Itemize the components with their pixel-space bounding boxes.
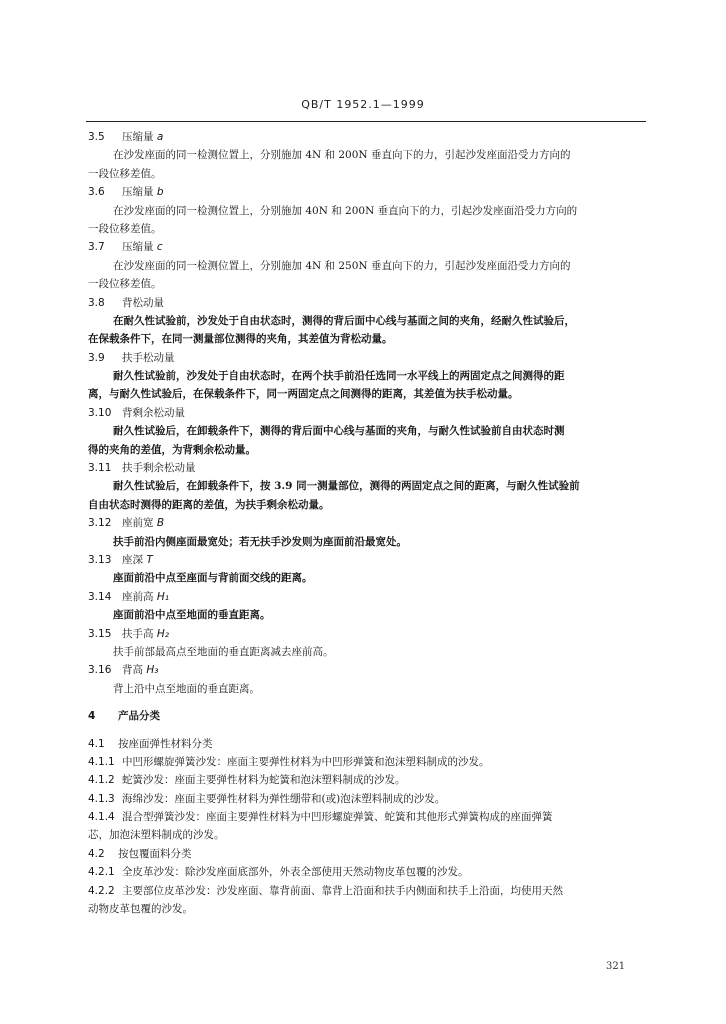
section-heading-3-15: 3.15 扶手高 H₂ [88,627,169,640]
paragraph-line: 得的夹角的差值，为背剩余松动量。 [88,443,256,456]
paragraph-line: 在沙发座面的同一检测位置上，分别施加 4N 和 200N 垂直向下的力，引起沙发座面沿受力方向的 [113,149,571,162]
paragraph-line: 在耐久性试验前，沙发处于自由状态时，测得的背后面中心线与基面之间的夹角，经耐久性试验后， [113,314,575,327]
clause-4-1-3: 4.1.3 海绵沙发：座面主要弹性材料为弹性绷带和(或)泡沫塑料制成的沙发。 [88,792,446,805]
section-gap [88,726,646,735]
section-heading-3-16: 3.16 背高 H₃ [88,664,159,677]
header-rule [86,121,646,122]
document-body [88,128,646,918]
section-heading-3-5: 3.5 压缩量 a [88,131,164,143]
section-heading-3-14: 3.14 座前高 H₁ [88,590,169,603]
paragraph-line: 耐久性试验后，在卸载条件下，按 3.9 同一测量部位，测得的两固定点之间的距离，与耐久性试验前 [113,480,580,493]
clause-4-2-2: 4.2.2 主要部位皮革沙发：沙发座面、靠背前面、靠背上沿面和扶手内侧面和扶手上沿面，均使用天然 [88,884,563,897]
paragraph-line: 座面前沿中点至座面与背前面交线的距离。 [113,572,313,585]
section-heading-3-12: 3.12 座前宽 B [88,517,165,530]
section-gap [88,698,646,707]
paragraph-line: 芯，加泡沫塑料制成的沙发。 [88,829,225,842]
paragraph-line: 在保载条件下，在同一测量部位测得的夹角，其差值为背松动量。 [88,333,393,346]
paragraph-line: 座面前沿中点至地面的垂直距离。 [113,609,271,622]
paragraph-line: 背上沿中点至地面的垂直距离。 [113,682,260,695]
section-heading-3-7: 3.7 压缩量 c [88,241,163,254]
paragraph-line: 一段位移差值。 [88,167,162,180]
clause-4-1-2: 4.1.2 蛇簧沙发：座面主要弹性材料为蛇簧和泡沫塑料制成的沙发。 [88,774,406,787]
clause-4-2-1: 4.2.1 全皮革沙发：除沙发座面底部外，外表全部使用天然动物皮革包覆的沙发。 [88,866,469,879]
chapter-heading-4: 4 产品分类 [88,710,160,723]
paragraph-line: 一段位移差值。 [88,222,162,235]
paragraph-line: 动物皮革包覆的沙发。 [88,903,193,916]
page-header-standard: QB/T 1952.1—1999 [301,98,425,111]
paragraph-line: 一段位移差值。 [88,278,162,291]
paragraph-line: 在沙发座面的同一检测位置上，分别施加 4N 和 250N 垂直向下的力，引起沙发座面沿受力方向的 [113,259,571,272]
section-heading-3-8: 3.8 背松动量 [88,296,164,309]
paragraph-line: 扶手前部最高点至地面的垂直距离减去座前高。 [113,645,334,658]
clause-4-1-1: 4.1.1 中凹形螺旋弹簧沙发：座面主要弹性材料为中凹形弹簧和泡沫塑料制成的沙发。 [88,755,490,768]
paragraph-line: 耐久性试验后，在卸载条件下，测得的背后面中心线与基面的夹角，与耐久性试验前自由状态时测 [113,425,565,438]
section-heading-3-6: 3.6 压缩量 b [88,186,164,199]
section-heading-3-10: 3.10 背剩余松动量 [88,406,185,419]
paragraph-line: 离，与耐久性试验后，在保载条件下，同一两固定点之间测得的距离，其差值为扶手松动量。 [88,388,519,401]
paragraph-line: 扶手前沿内侧座面最宽处；若无扶手沙发则为座面前沿最宽处。 [113,535,407,548]
section-heading-4-1: 4.1 按座面弹性材料分类 [88,737,213,750]
page-number: 321 [606,961,626,972]
section-heading-3-11: 3.11 扶手剩余松动量 [88,462,196,475]
section-heading-3-13: 3.13 座深 T [88,553,153,566]
section-heading-4-2: 4.2 按包覆面料分类 [88,847,192,860]
paragraph-line: 自由状态时测得的距离的差值，为扶手剩余松动量。 [88,498,330,511]
clause-4-1-4: 4.1.4 混合型弹簧沙发：座面主要弹性材料为中凹形螺旋弹簧、蛇簧和其他形式弹簧构成的座面弹簧 [88,811,553,824]
paragraph-line: 耐久性试验前，沙发处于自由状态时，在两个扶手前沿任选同一水平线上的两固定点之间测得的距 [113,370,565,383]
section-heading-3-9: 3.9 扶手松动量 [88,351,175,364]
paragraph-line: 在沙发座面的同一检测位置上，分别施加 40N 和 200N 垂直向下的力，引起沙发座面沿受力方向的 [113,204,578,217]
